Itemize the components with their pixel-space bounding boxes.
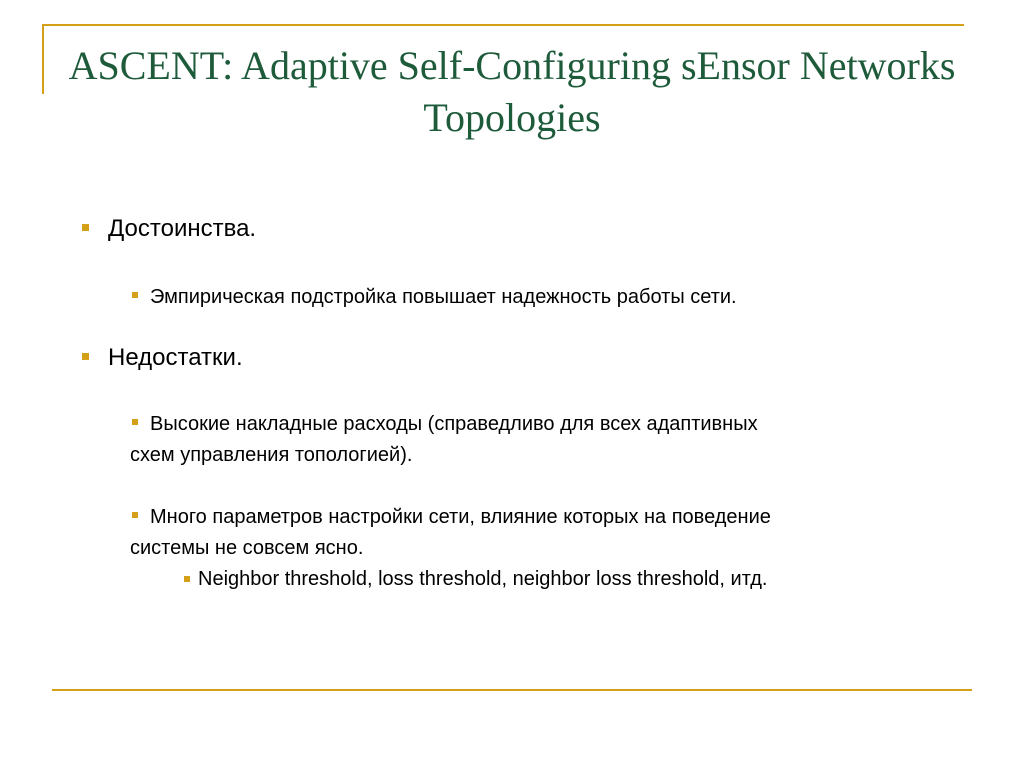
bullet-square-icon [82, 353, 89, 360]
disadvantages-heading: Недостатки. [108, 344, 243, 371]
top-rule [42, 24, 964, 26]
bullet-square-icon [132, 419, 138, 425]
bottom-rule [52, 689, 972, 691]
advantages-heading: Достоинства. [108, 215, 257, 242]
left-rule [42, 24, 44, 94]
disadvantage-item-line: Высокие накладные расходы (справедливо для всех адаптивных [150, 413, 758, 435]
bullet-square-icon [132, 292, 138, 298]
disadvantage-item-line: системы не совсем ясно. [130, 537, 364, 559]
disadvantage-item-line: схем управления топологией). [130, 444, 413, 466]
slide-title: ASCENT: Adaptive Self-Configuring sEnsor Networks Topologies [68, 43, 956, 140]
bullet-square-icon [184, 576, 190, 582]
advantage-item: Эмпирическая подстройка повышает надежность работы сети. [150, 286, 737, 308]
bullet-square-icon [132, 512, 138, 518]
disadvantage-subitem: Neighbor threshold, loss threshold, neighbor loss threshold, итд. [198, 568, 768, 590]
bullet-square-icon [82, 224, 89, 231]
disadvantage-item-line: Много параметров настройки сети, влияние которых на поведение [150, 506, 771, 528]
